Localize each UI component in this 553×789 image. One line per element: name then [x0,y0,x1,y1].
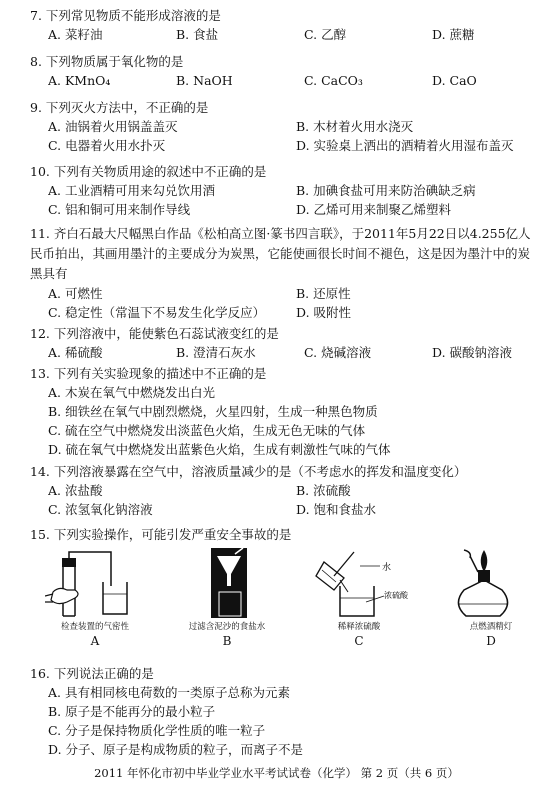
option-a: A. 菜籽油 [48,27,103,42]
option-d: D. 碳酸钠溶液 [432,345,513,360]
option-d: D. CaO [432,73,477,88]
option-a: A. KMnO₄ [48,73,111,88]
question-stem: 10. 下列有关物质用途的叙述中不正确的是 [30,164,267,179]
question-10 [30,162,535,219]
question-14 [30,462,535,519]
option-a: A. 工业酒精可用来勾兑饮用酒 [48,183,215,198]
acid-label: 浓硫酸 [384,591,408,600]
question-stem: 11. 齐白石最大尺幅黑白作品《松柏高立图·篆书四言联》，于2011年5月22日以4.255亿人民币拍出，其画用墨汁的主要成分为炭黑，它能使画很长时间不褪色，这是因为墨汁中的炭黑具有 [30,226,531,281]
option-c: C. CaCO₃ [304,73,363,88]
option-a: A. 具有相同核电荷数的一类原子总称为元素 [48,685,290,700]
option-d: D. 硫在氧气中燃烧发出蓝紫色火焰，生成有刺激性气味的气体 [48,442,391,457]
option-d: D. 实验桌上洒出的酒精着火用湿布盖灭 [296,138,514,153]
alcohol-lamp-icon [436,546,546,618]
option-d: D. 吸附性 [296,305,352,320]
option-b: B. 还原性 [296,286,351,301]
option-b: B. 浓硫酸 [296,483,351,498]
figure-letter: C [354,634,364,648]
gas-tightness-check-icon [45,546,145,618]
option-d: D. 饱和食盐水 [296,502,377,517]
question-stem: 12. 下列溶液中，能使紫色石蕊试液变红的是 [30,326,279,341]
option-b: B. 澄清石灰水 [176,345,256,360]
option-b: B. 木材着火用水浇灭 [296,119,414,134]
question-7 [30,6,535,44]
figure-d [436,546,546,648]
filtration-icon [177,546,277,618]
question-13 [30,364,535,459]
option-c: C. 浓氢氧化钠溶液 [48,502,153,517]
question-stem: 14. 下列溶液暴露在空气中，溶液质量减少的是（不考虑水的挥发和温度变化） [30,464,467,479]
figure-caption: 检查装置的气密性 [60,622,129,632]
question-8 [30,52,535,90]
page-footer: 2011 年怀化市初中毕业学业水平考试试卷（化学） 第 2 页（共 6 页） [94,766,459,780]
question-stem: 16. 下列说法正确的是 [30,666,154,681]
option-c: C. 烧碱溶液 [304,345,372,360]
option-c: C. 硫在空气中燃烧发出淡蓝色火焰，生成无色无味的气体 [48,423,366,438]
question-stem: 9. 下列灭火方法中，不正确的是 [30,100,209,115]
question-15 [30,525,535,544]
question-stem: 13. 下列有关实验现象的描述中不正确的是 [30,366,267,381]
option-b: B. 加碘食盐可用来防治碘缺乏病 [296,183,476,198]
figure-a [40,546,150,648]
option-b: B. 食盐 [176,27,219,42]
figure-caption: 过滤含泥沙的食盐水 [188,622,266,632]
option-c: C. 乙醇 [304,27,347,42]
option-a: A. 木炭在氧气中燃烧发出白光 [48,385,215,400]
question-12 [30,324,535,362]
figure-letter: B [222,634,232,648]
dilute-acid-icon [304,546,414,618]
question-11 [30,224,535,322]
option-a: A. 可燃性 [48,286,103,301]
option-d: D. 蔗糖 [432,27,475,42]
option-a: A. 稀硫酸 [48,345,103,360]
question-stem: 8. 下列物质属于氧化物的是 [30,54,184,69]
option-d: D. 分子、原子是构成物质的粒子，而离子不是 [48,742,304,757]
option-d: D. 乙烯可用来制聚乙烯塑料 [296,202,452,217]
figure-c [304,546,414,648]
option-a: A. 油锅着火用锅盖盖灭 [48,119,178,134]
figure-caption: 稀释浓硫酸 [337,622,381,632]
figure-b [172,546,282,648]
option-b: B. 细铁丝在氧气中剧烈燃烧，火星四射，生成一种黑色物质 [48,404,378,419]
option-c: C. 分子是保持物质化学性质的唯一粒子 [48,723,266,738]
option-c: C. 铝和铜可用来制作导线 [48,202,191,217]
question-stem: 15. 下列实验操作，可能引发严重安全事故的是 [30,527,292,542]
figure-letter: D [486,634,496,648]
question-9 [30,98,535,155]
option-c: C. 电器着火用水扑灭 [48,138,166,153]
option-a: A. 浓盐酸 [48,483,103,498]
option-b: B. NaOH [176,73,233,88]
option-c: C. 稳定性（常温下不易发生化学反应） [48,305,266,320]
experiment-figures [40,546,540,658]
option-b: B. 原子是不能再分的最小粒子 [48,704,216,719]
question-16 [30,664,535,759]
figure-caption: 点燃酒精灯 [469,622,513,632]
figure-letter: A [90,634,100,648]
water-label: 水 [382,563,392,573]
question-stem: 7. 下列常见物质不能形成溶液的是 [30,8,221,23]
